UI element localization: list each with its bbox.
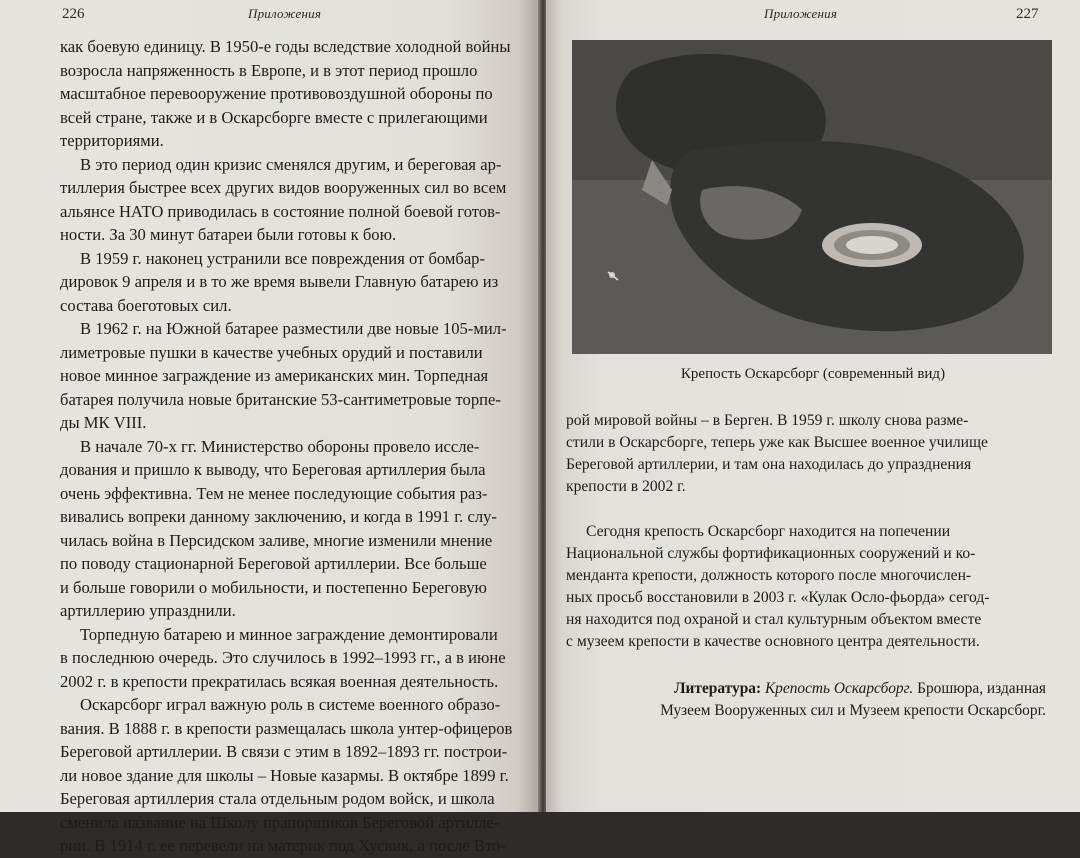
text-line: батарея получила новые британские 53-сантиметровые торпе- (60, 389, 501, 409)
text-line: как боевую единицу. В 1950-е годы вследствие холодной войны (60, 37, 511, 56)
text-line: тиллерия быстрее всех других видов вооруженных сил во всем (60, 178, 507, 197)
left-page-number: 226 (62, 6, 85, 22)
text-line: рой мировой войны – в Берген. В 1959 г. школу снова разме- (566, 412, 969, 429)
text-line: В 1962 г. на Южной батарее разместили две новые 105-мил- (80, 319, 507, 338)
right-page (546, 0, 1080, 812)
text-line: масштабное перевооружение противовоздушной обороны по (60, 84, 493, 103)
right-page-number: 227 (1016, 6, 1039, 22)
text-line: ды МК VIII. (60, 413, 147, 432)
left-running-head: Приложения (248, 6, 322, 21)
text-line: стили в Оскарсборге, теперь уже как Высшее военное училище (566, 434, 988, 451)
text-line: территориями. (60, 131, 164, 150)
text-line: В 1959 г. наконец устранили все повреждения от бомбар- (80, 248, 486, 268)
right-paragraph-2 (566, 521, 990, 653)
text-line: артиллерию упразднили. (60, 601, 236, 620)
text-line: вания. В 1888 г. в крепости размещалась школа унтер-офицеров (60, 718, 513, 738)
photo-caption: Крепость Оскарсборг (современный вид) (680, 366, 946, 382)
text-line: ня находится под охраной и стал культурным объектом вместе (566, 611, 982, 628)
text-line: вивались вопреки данному заключению, и когда в 1991 г. слу- (60, 507, 497, 526)
text-line: Сегодня крепость Оскарсборг находится на попечении (586, 523, 951, 540)
text-line: менданта крепости, должность которого после многочислен- (566, 567, 972, 584)
text-line: с музеем крепости в качестве основного центра деятельности. (566, 633, 980, 650)
text-line: в последнюю очередь. Это случилось в 1992–1993 гг., а в июне (60, 648, 506, 667)
text-line: ных просьб восстановили в 2003 г. «Кулак Осло-фьорда» сегод- (566, 589, 990, 606)
text-line: Береговой артиллерии. В связи с этим в 1892–1893 гг. построи- (60, 742, 508, 761)
text-line: и больше говорили о мобильности, и постепенно Береговую (60, 577, 487, 597)
text-line: по поводу стационарной Береговой артиллерии. Все больше (60, 554, 487, 573)
text-line: ности. За 30 минут батареи были готовы к бою. (60, 225, 397, 244)
text-line: Береговой артиллерии, и там она находилась до упразднения (566, 456, 972, 473)
text-line: возросла напряженность в Европе, и в этот период прошло (60, 60, 478, 80)
text-line: всей стране, также и в Оскарсборге вместе с прилегающими (60, 107, 488, 127)
text-line: дировок 9 апреля и в то же время вывели Главную батарею из (60, 272, 499, 291)
text-line: Береговая артиллерия стала отдельным родом войск, и школа (60, 789, 495, 808)
literature-line2: Музеем Вооруженных сил и Музеем крепости Оскарсборг. (660, 702, 1046, 719)
literature-label: Литература: (674, 680, 762, 697)
text-line: Национальной службы фортификационных сооружений и ко- (566, 545, 976, 562)
text-line: новое минное заграждение из американских мин. Торпедная (60, 366, 489, 385)
text-line: В это период один кризис сменялся другим, и береговая ар- (80, 154, 502, 174)
literature-reference (586, 678, 1046, 722)
text-line: состава боеготовых сил. (60, 295, 232, 315)
right-paragraph-1 (566, 410, 988, 498)
left-page (0, 0, 540, 855)
text-line: 2002 г. в крепости прекратилась всякая военная деятельность. (60, 671, 499, 691)
text-line: Торпедную батарею и минное заграждение демонтировали (80, 624, 498, 644)
text-line: крепости в 2002 г. (566, 478, 686, 495)
text-line: В начале 70-х гг. Министерство обороны провело иссле- (80, 436, 480, 456)
text-line: сменила название на Школу прапорщиков Береговой артилле- (60, 812, 500, 832)
literature-rest: Брошюра, изданная (917, 680, 1046, 697)
text-line: дования и пришло к выводу, что Береговая артиллерия была (60, 460, 486, 479)
fortress-aerial-photo (572, 40, 1052, 354)
literature-title: Крепость Оскарсборг. (764, 680, 914, 697)
left-page-text (60, 35, 512, 858)
text-line: рии. В 1914 г. ее перевели на материк под Хусвик, а после Вто- (60, 836, 506, 855)
text-line: альянсе НАТО приводилась в состояние полной боевой готов- (60, 201, 501, 221)
text-line: очень эффективна. Тем не менее последующие события раз- (60, 483, 488, 503)
text-line: чилась война в Персидском заливе, многие изменили мнение (60, 530, 493, 550)
right-running-head: Приложения (764, 6, 838, 21)
text-line: Оскарсборг играл важную роль в системе военного образо- (80, 695, 501, 714)
text-line: ли новое здание для школы – Новые казармы. В октябре 1899 г. (60, 765, 509, 785)
text-line: лиметровые пушки в качестве учебных орудий и поставили (60, 342, 483, 362)
